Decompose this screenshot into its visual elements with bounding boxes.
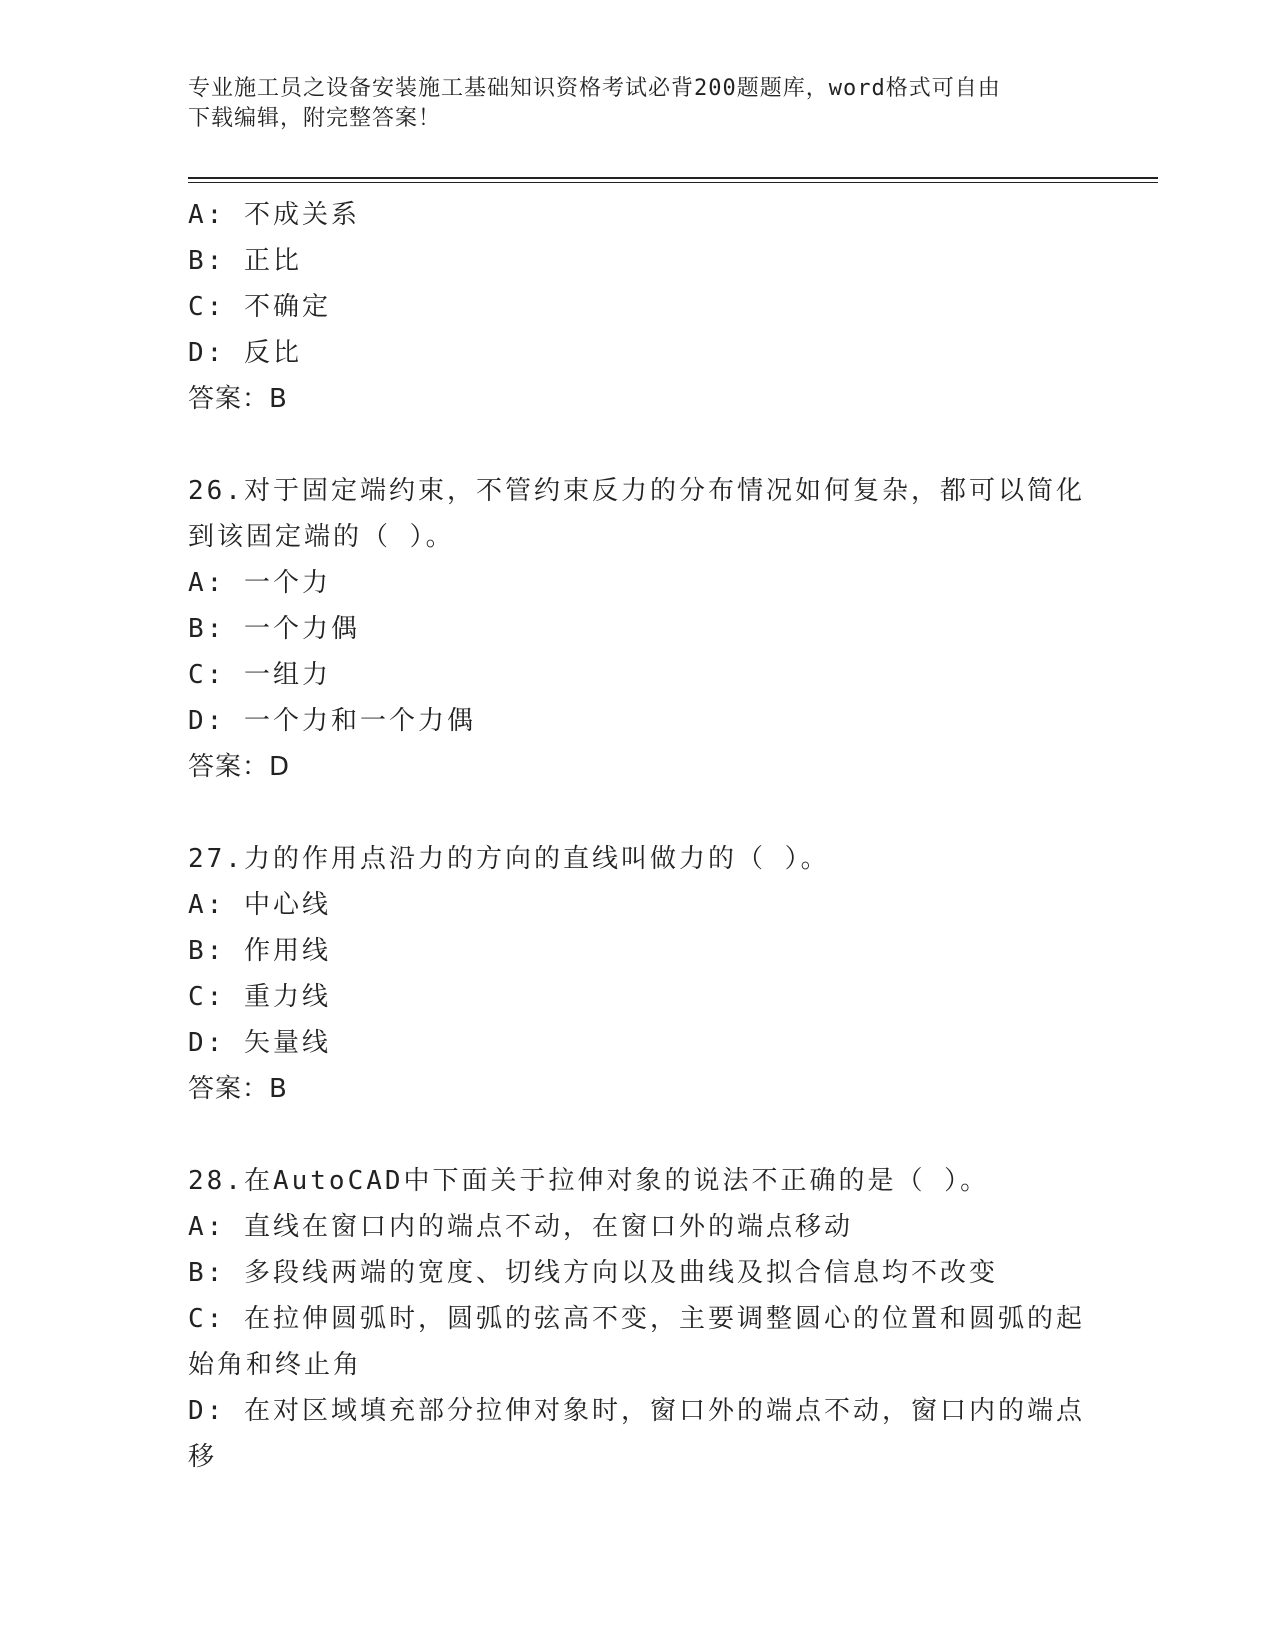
answer: 答案：B bbox=[188, 1074, 288, 1104]
answer: 答案：B bbox=[188, 384, 288, 414]
header-divider-thick bbox=[188, 177, 1158, 179]
header-line-1: 专业施工员之设备安装施工基础知识资格考试必背200题题库，word格式可自由 bbox=[188, 76, 1001, 101]
question-stem: 28.在AutoCAD中下面关于拉伸对象的说法不正确的是（ ）。 bbox=[188, 1166, 990, 1196]
option-a: A: 一个力 bbox=[188, 568, 331, 598]
question-28 bbox=[188, 1158, 1088, 1480]
option-b: B: 正比 bbox=[188, 246, 302, 276]
spacer bbox=[188, 1112, 1088, 1158]
option-d: D: 反比 bbox=[188, 338, 302, 368]
document-header bbox=[188, 74, 1068, 134]
option-d-continued: 移 bbox=[188, 1442, 218, 1472]
option-a: A: 不成关系 bbox=[188, 200, 360, 230]
question-stem: 27.力的作用点沿力的方向的直线叫做力的（ ）。 bbox=[188, 844, 830, 874]
option-a: A: 中心线 bbox=[188, 890, 331, 920]
question-stem: 26.对于固定端约束，不管约束反力的分布情况如何复杂，都可以简化 bbox=[188, 476, 1085, 506]
option-c: C: 在拉伸圆弧时，圆弧的弦高不变，主要调整圆心的位置和圆弧的起 bbox=[188, 1304, 1085, 1334]
answer: 答案：D bbox=[188, 752, 291, 782]
spacer bbox=[188, 422, 1088, 468]
option-b: B: 一个力偶 bbox=[188, 614, 360, 644]
header-line-2: 下载编辑，附完整答案！ bbox=[188, 106, 442, 131]
question-26 bbox=[188, 468, 1088, 790]
spacer bbox=[188, 790, 1088, 836]
header-divider-thin bbox=[188, 182, 1158, 183]
option-c: C: 重力线 bbox=[188, 982, 331, 1012]
option-a: A: 直线在窗口内的端点不动，在窗口外的端点移动 bbox=[188, 1212, 853, 1242]
option-c-continued: 始角和终止角 bbox=[188, 1350, 363, 1380]
option-c: C: 一组力 bbox=[188, 660, 331, 690]
option-c: C: 不确定 bbox=[188, 292, 331, 322]
option-d: D: 矢量线 bbox=[188, 1028, 331, 1058]
option-d: D: 一个力和一个力偶 bbox=[188, 706, 476, 736]
option-d: D: 在对区域填充部分拉伸对象时，窗口外的端点不动，窗口内的端点 bbox=[188, 1396, 1085, 1426]
question-content bbox=[188, 192, 1088, 1480]
option-b: B: 多段线两端的宽度、切线方向以及曲线及拟合信息均不改变 bbox=[188, 1258, 998, 1288]
question-stem-continued: 到该固定端的（ ）。 bbox=[188, 522, 455, 552]
option-b: B: 作用线 bbox=[188, 936, 331, 966]
question-25 bbox=[188, 192, 1088, 422]
question-27 bbox=[188, 836, 1088, 1112]
